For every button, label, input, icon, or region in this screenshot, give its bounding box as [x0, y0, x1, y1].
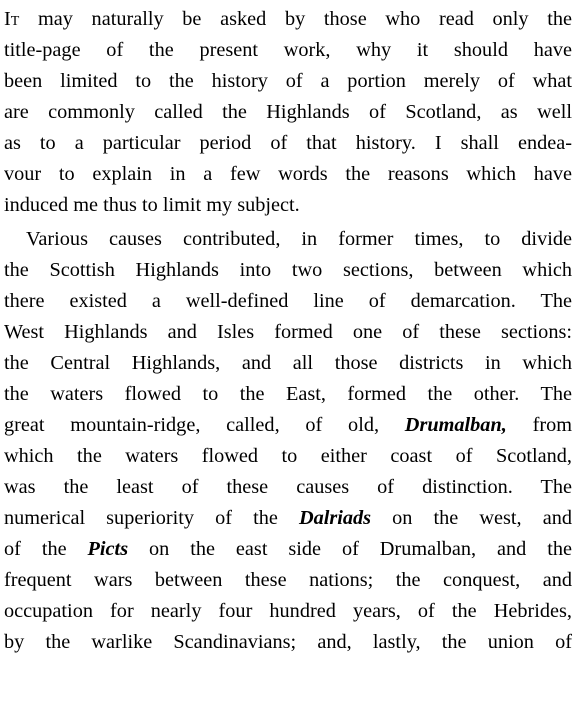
paragraph-2-line-8: which the waters flowed to either coast of Scotland,	[4, 445, 572, 467]
paragraph-2-line-1: Various causes contributed, in former times, to divide	[26, 228, 572, 250]
line-text: on the west, and	[371, 507, 572, 529]
line-text: may naturally be asked by those who read only the	[19, 8, 572, 30]
line-text: from	[506, 414, 572, 436]
paragraph-2-line-11	[4, 534, 572, 565]
paragraph-2-line-7	[4, 410, 572, 441]
paragraph-1-line-2: title-page of the present work, why it should have	[4, 39, 572, 61]
paragraph-2-line-14: by the warlike Scandinavians; and, lastly, the union of	[4, 631, 572, 653]
paragraph-2-line-9: was the least of these causes of distinction. The	[4, 476, 572, 498]
paragraph-2-line-13: occupation for nearly four hundred years, of the Hebrides,	[4, 600, 572, 622]
line-text: of the	[4, 538, 88, 560]
paragraph-1-line-6: vour to explain in a few words the reasons which have	[4, 163, 572, 185]
paragraph-1-line-3: been limited to the history of a portion merely of what	[4, 70, 572, 92]
italic-term-picts: Picts	[87, 538, 129, 560]
paragraph-2-line-4: West Highlands and Isles formed one of these sections:	[4, 321, 572, 343]
line-text: numerical superiority of the	[4, 507, 299, 529]
paragraph-2-line-6: the waters flowed to the East, formed the other. The	[4, 383, 572, 405]
paragraph-2-line-12: frequent wars between these nations; the conquest, and	[4, 569, 572, 591]
paragraph-2-line-2: the Scottish Highlands into two sections, between which	[4, 259, 572, 281]
paragraph-2-line-5: the Central Highlands, and all those districts in which	[4, 352, 572, 374]
paragraph-1-line-1	[4, 4, 572, 35]
paragraph-2-line-3: there existed a well-defined line of demarcation. The	[4, 290, 572, 312]
italic-term-drumalban: Drumalban,	[404, 414, 507, 436]
line-text: great mountain-ridge, called, of old,	[4, 414, 405, 436]
paragraph-1-line-4: are commonly called the Highlands of Scotland, as well	[4, 101, 572, 123]
italic-term-dalriads: Dalriads	[298, 507, 372, 529]
paragraph-1-line-5: as to a particular period of that history. I shall endea-	[4, 132, 572, 154]
line-text: on the east side of Drumalban, and the	[128, 538, 573, 560]
paragraph-1-line-7: induced me thus to limit my subject.	[4, 194, 300, 216]
paragraph-2-line-10	[4, 503, 572, 534]
opening-word: It	[4, 8, 20, 30]
